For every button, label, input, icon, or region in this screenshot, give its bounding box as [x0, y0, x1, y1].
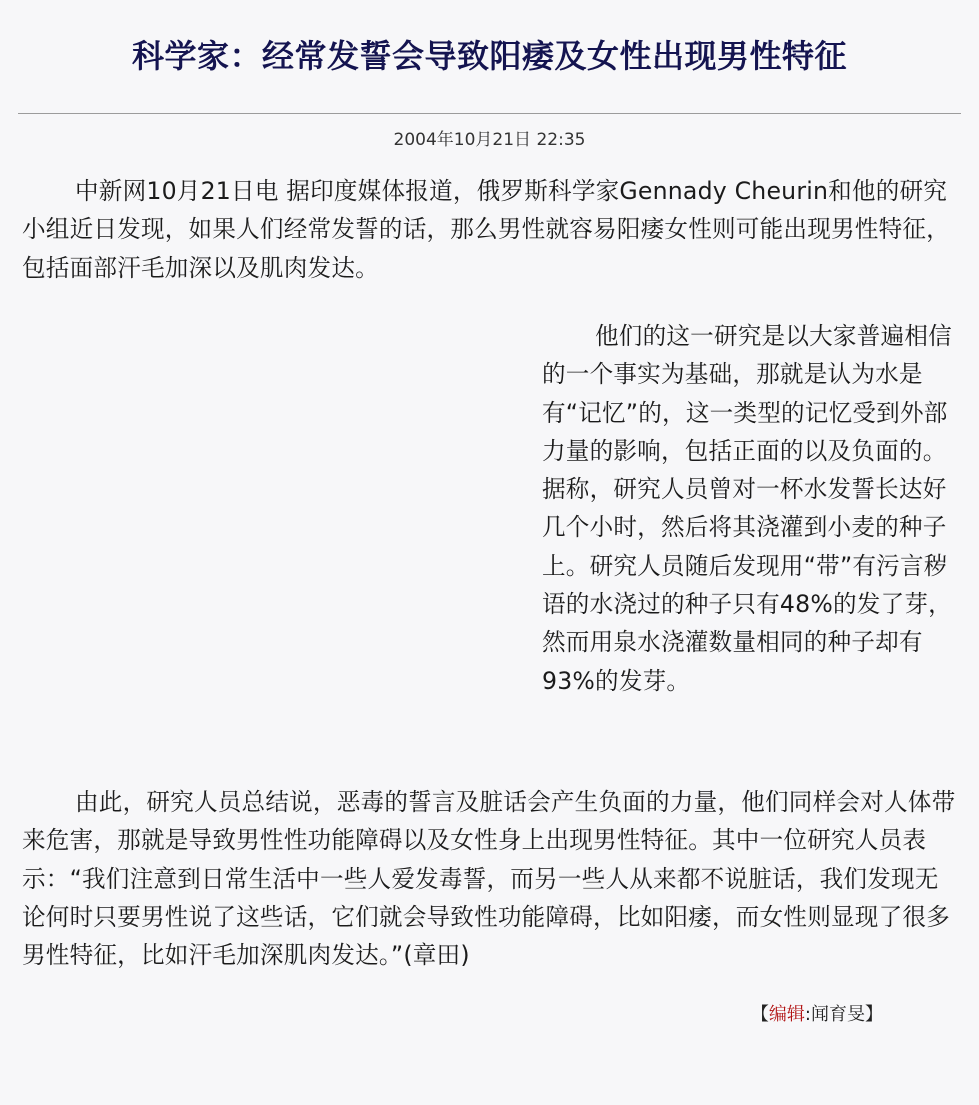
- floated-media-space: [22, 317, 542, 699]
- editor-label: 编辑: [768, 1004, 805, 1025]
- article-paragraph-1: 中新网10月21日电 据印度媒体报道，俄罗斯科学家Gennady Cheurin和他的研究小组近日发现，如果人们经常发誓的话，那么男性就容易阳痿女性则可能出现男性特征，包括面部汗毛加深以及肌肉发达。: [22, 177, 950, 282]
- editor-close-bracket: 】: [865, 1004, 883, 1025]
- editor-credit: [751, 1002, 883, 1028]
- editor-name: 闻育旻: [811, 1004, 865, 1025]
- title-divider: [18, 113, 961, 114]
- article-dateline: 2004年10月21日 22:35: [393, 130, 586, 150]
- article-title: 科学家：经常发誓会导致阳痿及女性出现男性特征: [131, 37, 847, 75]
- article-paragraph-2-text: 他们的这一研究是以大家普遍相信的一个事实为基础，那就是认为水是有“记忆”的，这一类型的记忆受到外部力量的影响，包括正面的以及负面的。据称，研究人员曾对一杯水发誓长达好几个小时，然后将其浇灌到小麦的种子上。研究人员随后发现用“带”有污言秽语的水浇过的种子只有48%的发了芽，然而用泉水浇灌数量相同的种子却有93%的发芽。: [542, 322, 952, 695]
- editor-colon: :: [804, 1004, 811, 1025]
- article-paragraph-2: [22, 317, 958, 700]
- editor-open-bracket: 【: [750, 1004, 769, 1025]
- article-paragraph-3: 由此，研究人员总结说，恶毒的誓言及脏话会产生负面的力量，他们同样会对人体带来危害，那就是导致男性性功能障碍以及女性身上出现男性特征。其中一位研究人员表示：“我们注意到日常生活中一些人爱发毒誓，而另一些人从来都不说脏话，我们发现无论何时只要男性说了这些话，它们就会导致性功能障碍，比如阳痿，而女性则显现了很多男性特征，比如汗毛加深肌肉发达。”(章田): [22, 788, 956, 970]
